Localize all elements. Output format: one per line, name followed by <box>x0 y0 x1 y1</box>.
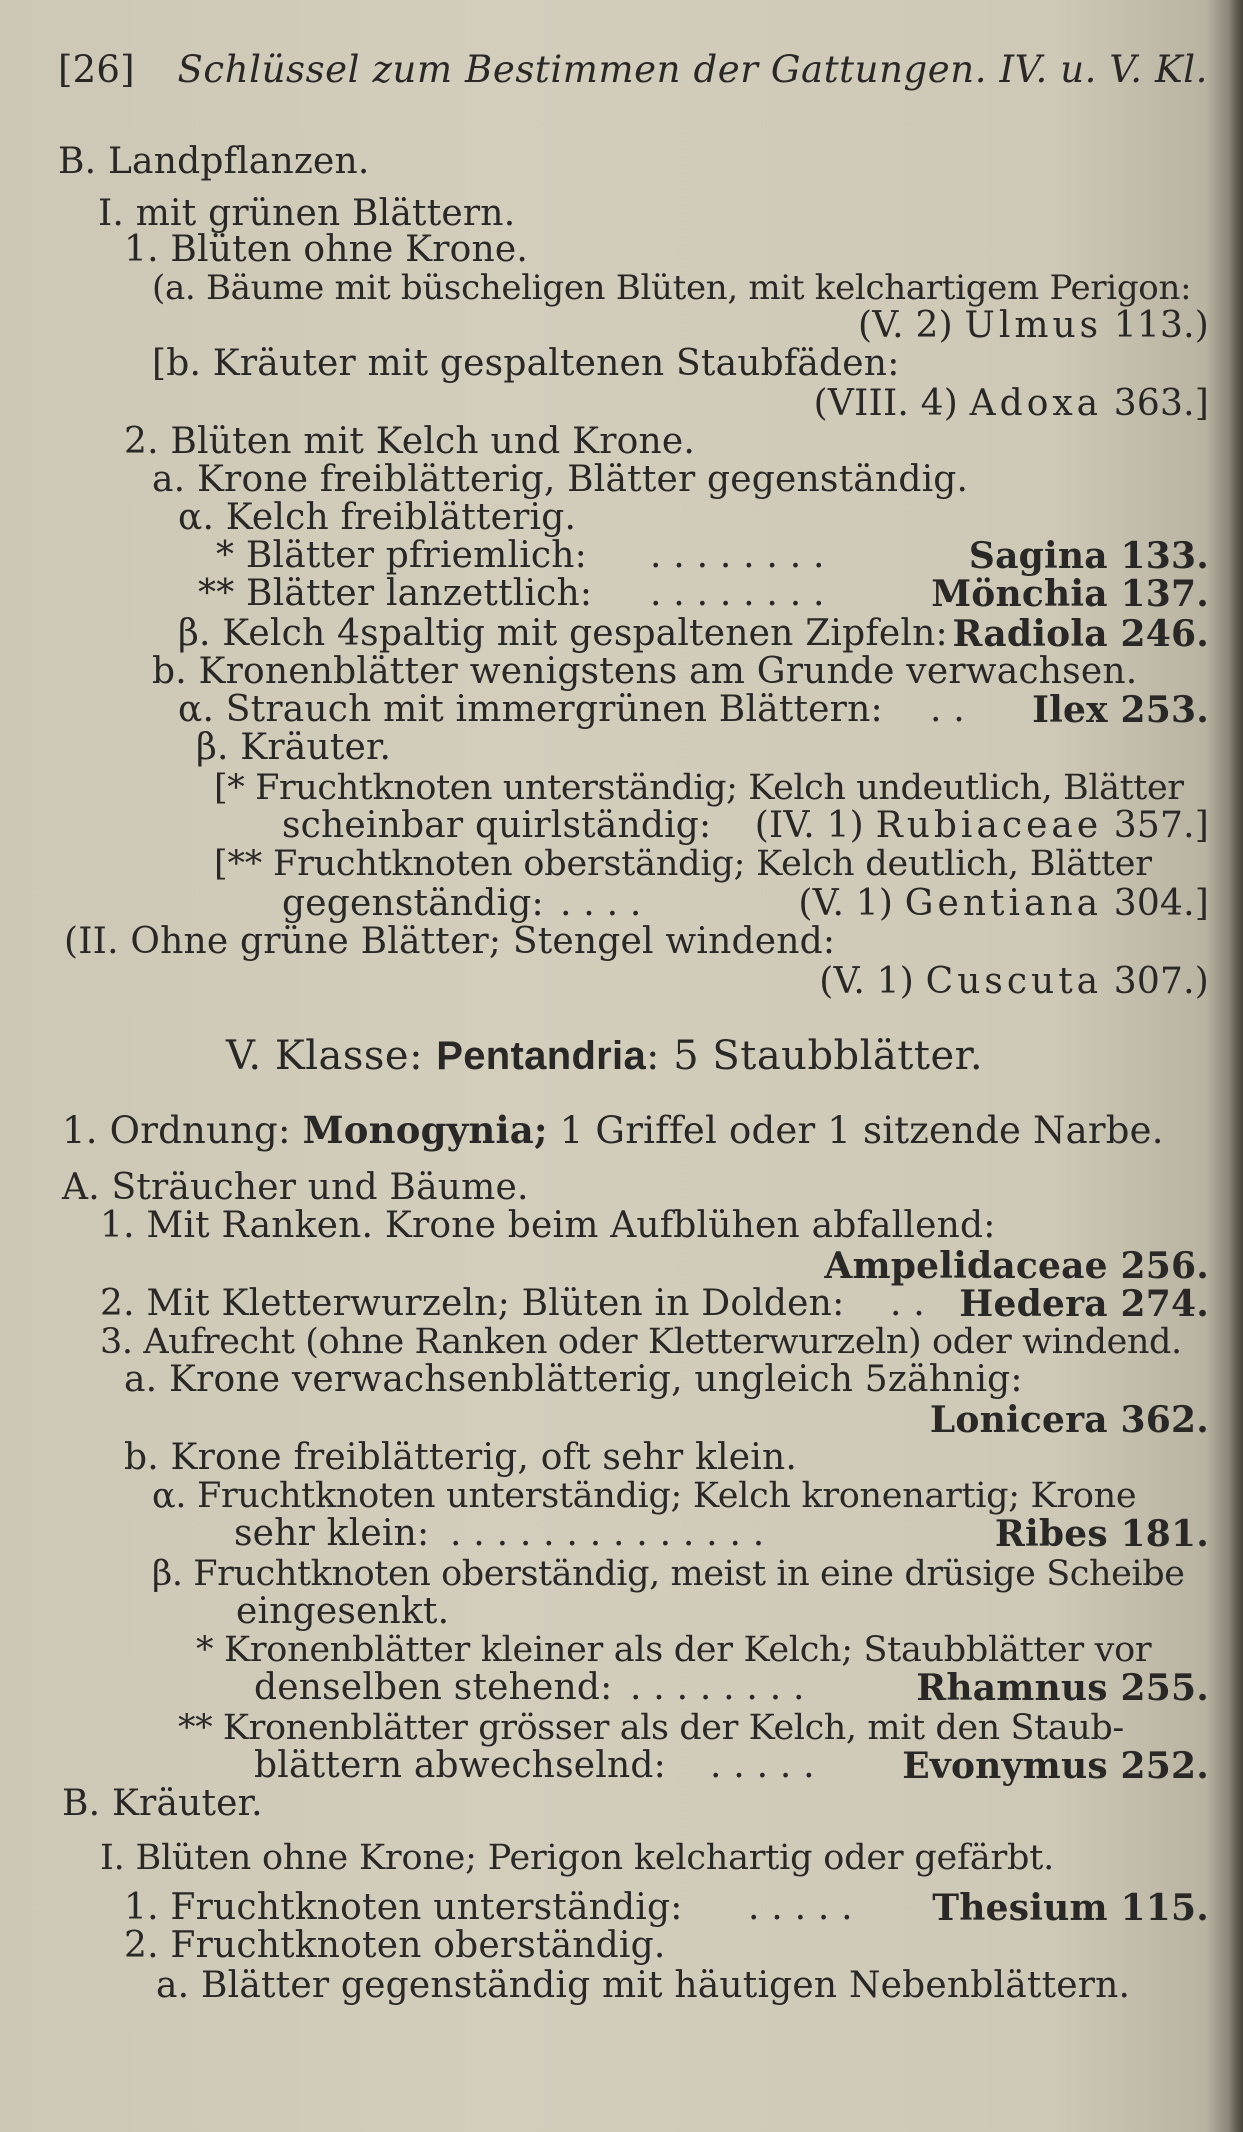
genus-name: Ulmus <box>964 305 1103 346</box>
class-ref: (V. 1) <box>798 883 894 924</box>
key-line: b. Krone freiblätterig, oft sehr klein. <box>124 1437 798 1478</box>
key-line: ** Kronenblätter grösser als der Kelch, mit den Staub- <box>178 1708 1124 1748</box>
genus-entry: Ampelidaceae 256. <box>824 1245 1209 1287</box>
genus-entry: Ribes 181. <box>994 1513 1209 1555</box>
page-ref: 307.) <box>1113 961 1209 1002</box>
order-description: 1 Griffel oder 1 sitzende Narbe. <box>559 1109 1164 1152</box>
class-ref: (IV. 1) <box>754 805 864 846</box>
key-line: A. Sträucher und Bäume. <box>62 1167 529 1208</box>
key-line-text: ** Blätter lanzettlich: <box>198 573 593 614</box>
key-line-text: α. Strauch mit immergrünen Blättern: <box>178 689 883 730</box>
key-line: eingesenkt. <box>236 1591 450 1632</box>
leader-dots: . . <box>930 689 965 730</box>
order-heading <box>62 1110 1164 1151</box>
class-name: Pentandria <box>436 1034 646 1078</box>
key-line-text: scheinbar quirlständig: <box>282 805 712 846</box>
genus-name: Adoxa <box>969 383 1103 424</box>
page-ref: 363.] <box>1113 383 1209 424</box>
key-line: 2. Blüten mit Kelch und Krone. <box>124 421 696 462</box>
key-line: a. Blätter gegenständig mit häutigen Nebenblättern. <box>156 1965 1131 2006</box>
key-line-text: 2. Mit Kletterwurzeln; Blüten in Dolden: <box>100 1283 845 1324</box>
key-line: 3. Aufrecht (ohne Ranken oder Kletterwurzeln) oder windend. <box>100 1322 1182 1362</box>
genus-entry: Sagina 133. <box>968 535 1209 577</box>
key-line-text: sehr klein: <box>234 1513 430 1554</box>
key-line: (II. Ohne grüne Blätter; Stengel windend: <box>64 921 836 962</box>
key-line: B. Landpflanzen. <box>58 141 370 182</box>
key-line: β. Kräuter. <box>196 727 392 768</box>
key-line: B. Kräuter. <box>62 1783 263 1824</box>
key-line: a. Krone verwachsenblätterig, ungleich 5zähnig: <box>124 1359 1023 1400</box>
key-line <box>798 884 1209 924</box>
leader-dots: . . . . <box>560 883 642 924</box>
key-line: [b. Kräuter mit gespaltenen Staubfäden: <box>152 343 900 384</box>
key-line: I. mit grünen Blättern. <box>98 193 516 234</box>
key-line-text: 1. Fruchtknoten unterständig: <box>124 1887 683 1928</box>
leader-dots: . . . . . . . . <box>630 1667 805 1708</box>
key-line: I. Blüten ohne Krone; Perigon kelchartig oder gefärbt. <box>100 1838 1055 1878</box>
key-line-text: blättern abwechselnd: <box>254 1745 666 1786</box>
key-line: * Kronenblätter kleiner als der Kelch; Staubblätter vor <box>196 1630 1152 1670</box>
leader-dots: . . . . . . . . . . . . . . <box>450 1513 765 1554</box>
leader-dots: . . <box>890 1283 925 1324</box>
genus-entry: Ilex 253. <box>1032 689 1209 731</box>
leader-dots: . . . . . <box>710 1745 815 1786</box>
genus-entry: Hedera 274. <box>959 1283 1209 1325</box>
key-line: 1. Blüten ohne Krone. <box>124 229 529 270</box>
class-ref: (V. 2) <box>858 305 953 346</box>
key-line <box>755 806 1209 846</box>
genus-name: Rubiaceae <box>875 805 1103 846</box>
key-line: [** Fruchtknoten oberständig; Kelch deutlich, Blätter <box>214 844 1152 884</box>
key-line: 2. Fruchtknoten oberständig. <box>124 1925 666 1966</box>
genus-entry: Rhamnus 255. <box>916 1667 1209 1709</box>
key-line: α. Fruchtknoten unterständig; Kelch kronenartig; Krone <box>152 1476 1137 1516</box>
genus-name: Cuscuta <box>925 961 1103 1002</box>
key-line: 1. Mit Ranken. Krone beim Aufblühen abfallend: <box>100 1205 996 1246</box>
running-header <box>58 50 1208 90</box>
leader-dots: . . . . . <box>748 1887 853 1928</box>
key-line <box>814 384 1209 424</box>
key-line: (a. Bäume mit büscheligen Blüten, mit kelchartigem Perigon: <box>152 268 1192 308</box>
key-line-text: gegenständig: <box>282 883 544 924</box>
page-ref: 113.) <box>1113 305 1209 346</box>
key-line: β. Fruchtknoten oberständig, meist in eine drüsige Scheibe <box>152 1554 1185 1594</box>
key-line: b. Kronenblätter wenigstens am Grunde verwachsen. <box>152 651 1138 692</box>
genus-entry: Evonymus 252. <box>902 1745 1209 1787</box>
leader-dots: . . . . . . . . <box>650 535 825 576</box>
genus-entry: Thesium 115. <box>932 1887 1209 1929</box>
key-line <box>819 962 1209 1002</box>
class-ref: (VIII. 4) <box>813 383 958 424</box>
key-line-text: denselben stehend: <box>254 1667 613 1708</box>
genus-entry: Lonicera 362. <box>929 1399 1209 1441</box>
genus-entry: Mönchia 137. <box>931 573 1209 615</box>
page-ref: 357.] <box>1113 805 1209 846</box>
class-description: : 5 Staubblätter. <box>646 1033 984 1079</box>
order-name: Monogynia; <box>302 1108 548 1152</box>
leader-dots: . . . . . . . . <box>650 573 825 614</box>
order-label: 1. Ordnung: <box>62 1109 291 1152</box>
key-line: a. Krone freiblätterig, Blätter gegenständig. <box>152 459 969 500</box>
key-line: α. Kelch freiblätterig. <box>178 497 577 538</box>
page-edge-shadow <box>1229 0 1243 2132</box>
key-line-text: * Blätter pfriemlich: <box>216 535 588 576</box>
key-line-text: β. Kelch 4spaltig mit gespaltenen Zipfeln: <box>178 613 948 654</box>
key-line: [* Fruchtknoten unterständig; Kelch undeutlich, Blätter <box>214 768 1184 808</box>
class-ref: (V. 1) <box>819 961 914 1002</box>
class-heading <box>226 1033 984 1079</box>
key-line <box>858 306 1209 346</box>
page-number: [26] <box>58 48 135 91</box>
genus-entry: Radiola 246. <box>952 613 1209 655</box>
page-title: Schlüssel zum Bestimmen der Gattungen. IV. u. V. Kl. <box>177 48 1208 91</box>
class-label: V. Klasse: <box>226 1033 424 1079</box>
genus-name: Gentiana <box>904 883 1103 924</box>
page-ref: 304.] <box>1113 883 1209 924</box>
